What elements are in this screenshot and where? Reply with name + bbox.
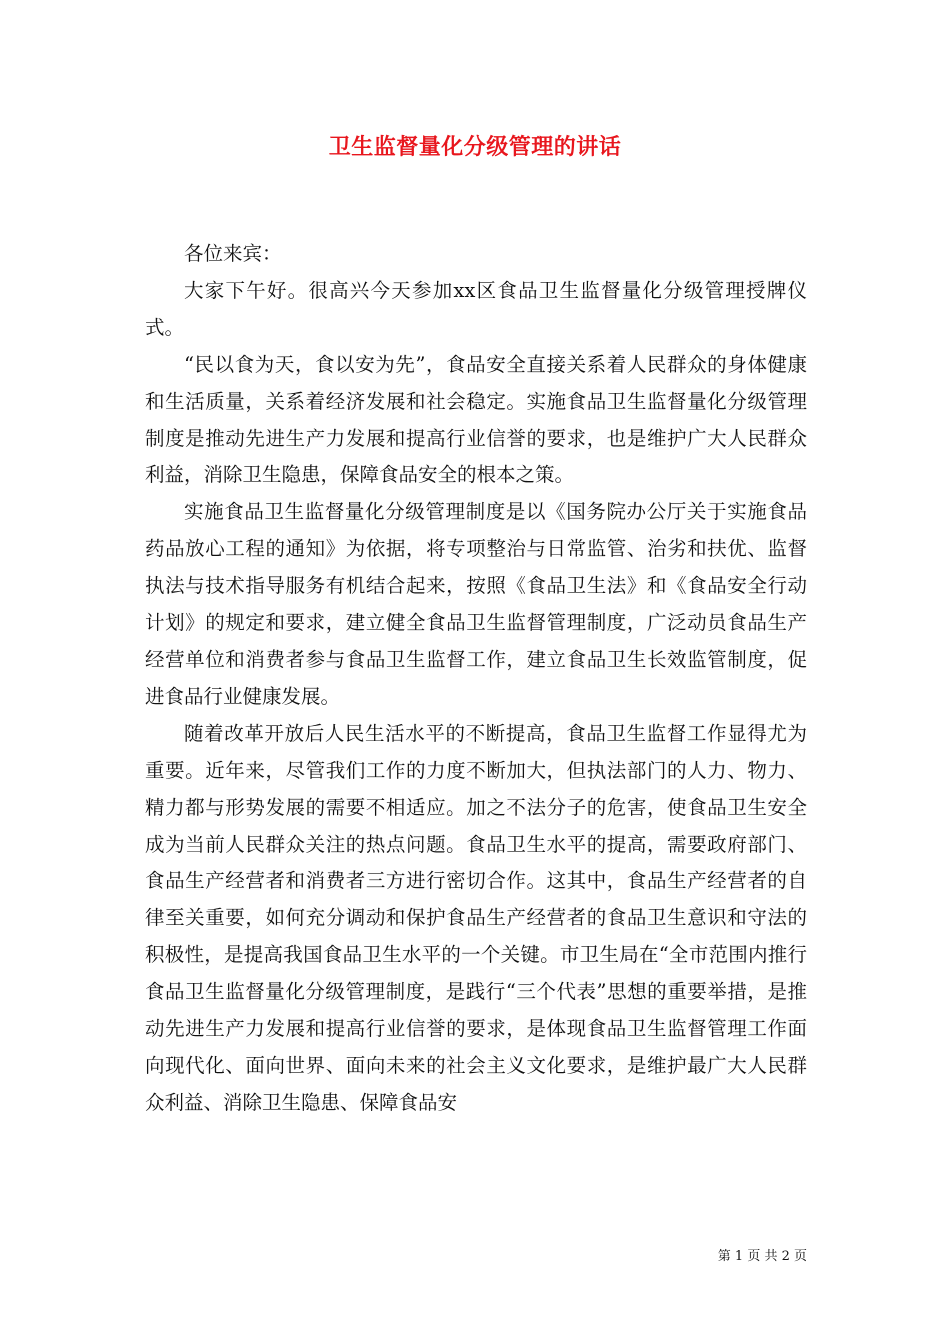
salutation: 各位来宾： [184, 242, 282, 265]
page-number-footer: 第 1 页 共 2 页 [717, 1249, 807, 1264]
paragraph-2: “民以食为天，食以安为先”，食品安全直接关系着人民群众的身体健康和生活质量，关系着经济发展和社会稳定。实施食品卫生监督量化分级管理制度是推动先进生产力发展和提高行业信誉的要求，也是维护广大人民群众利益，消除卫生隐患，保障食品安全的根本之策。 [145, 352, 807, 487]
document-body [145, 236, 807, 1122]
paragraph-3: 实施食品卫生监督量化分级管理制度是以《国务院办公厅关于实施食品药品放心工程的通知》为依据，将专项整治与日常监管、治劣和扶优、监督执法与技术指导服务有机结合起来，按照《食品卫生法》和《食品安全行动计划》的规定和要求，建立健全食品卫生监督管理制度，广泛动员食品生产经营单位和消费者参与食品卫生监督工作，建立食品卫生长效监管制度，促进食品行业健康发展。 [145, 500, 807, 708]
document-title: 卫生监督量化分级管理的讲话 [328, 135, 622, 160]
paragraph-1: 大家下午好。很高兴今天参加xx区食品卫生监督量化分级管理授牌仪式。 [145, 278, 807, 339]
paragraph-4: 随着改革开放后人民生活水平的不断提高，食品卫生监督工作显得尤为重要。近年来，尽管我们工作的力度不断加大，但执法部门的人力、物力、精力都与形势发展的需要不相适应。加之不法分子的危害，使食品卫生安全成为当前人民群众关注的热点问题。食品卫生水平的提高，需要政府部门、食品生产经营者和消费者三方进行密切合作。这其中，食品生产经营者的自律至关重要，如何充分调动和保护食品生产经营者的食品卫生意识和守法的积极性，是提高我国食品卫生水平的一个关键。市卫生局在“全市范围内推行食品卫生监督量化分级管理制度，是践行“三个代表”思想的重要举措，是推动先进生产力发展和提高行业信誉的要求，是体现食品卫生监督管理工作面向现代化、面向世界、面向未来的社会主义文化要求，是维护最广大人民群众利益、消除卫生隐患、保障食品安 [145, 721, 807, 1114]
